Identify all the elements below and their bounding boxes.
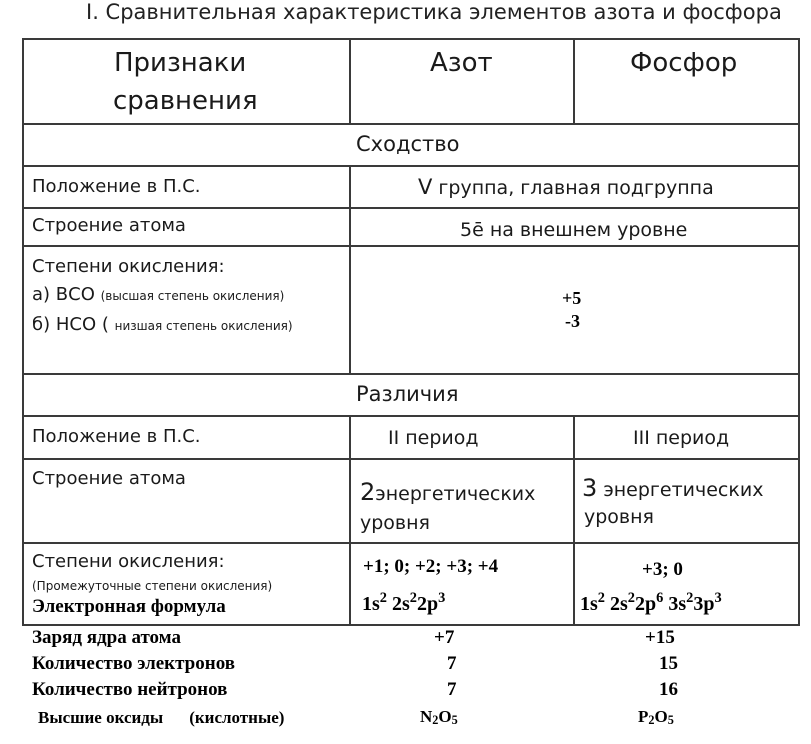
p-f-10: 3 — [714, 590, 722, 607]
nso-note: низшая степень окисления) — [114, 319, 293, 333]
header-nitrogen: Азот — [430, 48, 493, 78]
p-f-4: 2 — [627, 590, 635, 607]
nitrogen-period: II период — [388, 427, 479, 449]
formula-label: Электронная формула — [32, 596, 226, 617]
n-f-3: 2s — [387, 593, 410, 615]
n-f-1: 1s — [362, 593, 380, 615]
nitrogen-oxide — [420, 707, 458, 728]
oxides-label-text: Высшие оксиды — [38, 708, 164, 727]
oxidation-high-value: +5 — [562, 288, 582, 308]
electrons-label: Количество электронов — [32, 653, 235, 674]
oxides-label — [38, 708, 284, 728]
section-similarity: Сходство — [356, 132, 460, 156]
neutrons-label: Количество нейтронов — [32, 679, 228, 700]
n-f-5: 2p — [417, 593, 439, 615]
similarity-structure-value: 5ē на внешнем уровне — [460, 219, 688, 241]
header-phosphorus: Фосфор — [630, 48, 738, 78]
similarity-position-label: Положение в П.С. — [32, 176, 201, 197]
nitrogen-charge: +7 — [434, 627, 455, 648]
phosphorus-oxidation-states: +3; 0 — [642, 559, 683, 580]
p-f-1: 1s — [580, 593, 598, 615]
header-criteria-line1: Признаки — [114, 48, 247, 78]
p-f-6: 6 — [656, 590, 664, 607]
similarity-structure-label: Строение атома — [32, 215, 186, 236]
similarity-position-value — [418, 175, 714, 199]
nitrogen-neutrons: 7 — [447, 679, 457, 700]
n-f-6: 3 — [438, 590, 446, 607]
nitrogen-levels — [360, 478, 535, 506]
phosphorus-period: III период — [633, 427, 730, 449]
p-f-3: 2s — [605, 593, 628, 615]
oxidation-low-value: -3 — [565, 311, 580, 331]
p-f-5: 2p — [635, 593, 657, 615]
phosphorus-charge: +15 — [645, 627, 675, 648]
phosphorus-neutrons: 16 — [659, 679, 678, 700]
phosphorus-levels-text2: уровня — [584, 506, 654, 528]
n-ox-1: N — [420, 707, 433, 726]
phosphorus-electrons: 15 — [659, 653, 678, 674]
differences-position-label: Положение в П.С. — [32, 426, 201, 447]
nso-label: б) НСО ( — [32, 314, 109, 335]
differences-oxidation-label: Степени окисления: — [32, 551, 225, 572]
header-criteria-line2: сравнения — [113, 86, 258, 116]
similarity-oxidation-label: Степени окисления: — [32, 256, 225, 277]
n-f-2: 2 — [379, 590, 387, 607]
phosphorus-levels-text: энергетических — [597, 479, 764, 501]
p-ox-2: 2 — [648, 712, 655, 727]
nitrogen-levels-number: 2 — [360, 478, 376, 506]
p-f-9: 3p — [693, 593, 715, 615]
vso-note: (высшая степень окисления) — [100, 289, 285, 303]
p-f-8: 2 — [686, 590, 694, 607]
n-ox-2: 2 — [432, 712, 439, 727]
nitrogen-levels-text: энергетических — [375, 483, 536, 505]
nitrogen-electrons: 7 — [447, 653, 457, 674]
oxides-label-note: (кислотные) — [189, 708, 285, 727]
differences-oxidation-note: (Промежуточные степени окисления) — [32, 579, 273, 593]
p-f-2: 2 — [597, 590, 605, 607]
page-title: I. Сравнительная характеристика элементов азота и фосфора — [86, 0, 782, 24]
p-f-7: 3s — [663, 593, 687, 615]
nitrogen-oxidation-states: +1; 0; +2; +3; +4 — [363, 556, 499, 577]
section-differences: Различия — [356, 382, 459, 406]
phosphorus-oxide — [638, 707, 674, 728]
vso-label: а) ВСО — [32, 284, 95, 305]
similarity-oxidation-low-label — [32, 314, 293, 335]
p-ox-4: 5 — [667, 712, 674, 727]
p-ox-3: O — [654, 707, 668, 726]
p-ox-1: P — [638, 707, 649, 726]
differences-structure-label: Строение атома — [32, 468, 186, 489]
similarity-oxidation-high-label — [32, 284, 284, 305]
group-text: группа, главная подгруппа — [432, 177, 714, 199]
phosphorus-formula — [580, 590, 722, 616]
group-numeral: V — [418, 175, 433, 199]
nitrogen-levels-text2: уровня — [360, 512, 430, 534]
phosphorus-levels-number: 3 — [582, 474, 598, 502]
n-ox-3: O — [438, 707, 452, 726]
n-f-4: 2 — [409, 590, 417, 607]
n-ox-4: 5 — [451, 712, 458, 727]
charge-label: Заряд ядра атома — [32, 627, 181, 648]
nitrogen-formula — [362, 590, 446, 616]
phosphorus-levels — [582, 474, 763, 502]
